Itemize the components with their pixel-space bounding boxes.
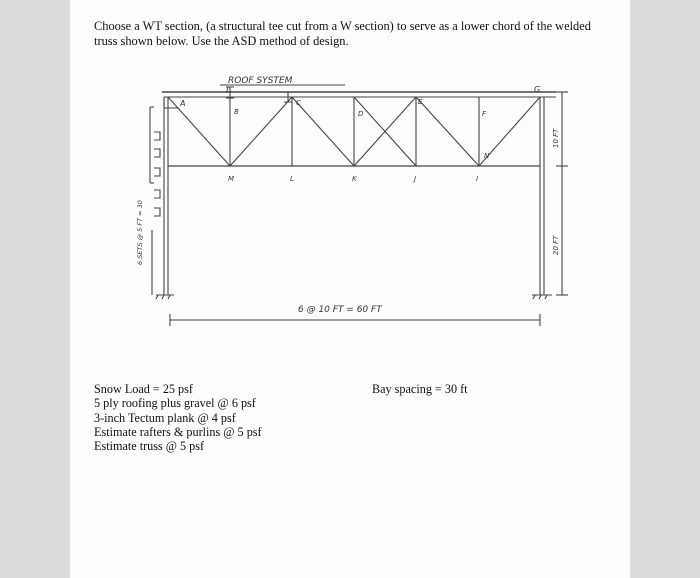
left-dimension-label: 6 SETS @ 5 FT = 30 — [136, 200, 144, 265]
problem-statement: Choose a WT section, (a structural tee cut from a W section) to serve as a lower chord of the welded truss shown below. Use the ASD method of design. — [94, 19, 591, 48]
node-label-N: N — [484, 152, 490, 160]
diagonal-C-K — [292, 97, 354, 166]
node-label-C: C — [296, 99, 301, 107]
girt-bracket — [154, 168, 160, 176]
right-dimension-bottom-label: 20 FT — [552, 235, 560, 255]
node-label-D: D — [358, 110, 364, 118]
node-label-E: E — [418, 98, 423, 106]
girt-bracket — [154, 190, 160, 198]
span-dimension-label: 6 @ 10 FT = 60 FT — [298, 305, 382, 315]
node-label-I: I — [476, 175, 479, 183]
diagonal-E-I — [416, 97, 479, 166]
truss-diagram — [70, 70, 630, 340]
node-label-K: K — [352, 175, 357, 183]
right-dimension-top-label: 10 FT — [552, 128, 560, 148]
girt-bracket — [154, 149, 160, 157]
node-label-A: A — [180, 99, 186, 108]
girt-bracket — [154, 208, 160, 216]
list-item: Estimate rafters & purlins @ 5 psf — [94, 424, 262, 439]
right-support — [532, 295, 552, 299]
diagonal-A-M — [168, 97, 230, 166]
node-label-G: G — [534, 85, 541, 94]
girt-bracket — [154, 132, 160, 140]
node-label-B: B — [234, 108, 239, 116]
node-label-J: J — [414, 175, 417, 183]
purlin-label: I — [226, 86, 229, 96]
load-list — [94, 382, 262, 453]
list-item: Snow Load = 25 psf — [94, 382, 193, 396]
node-label-M: M — [228, 175, 235, 183]
bay-spacing: Bay spacing = 30 ft — [372, 382, 468, 396]
list-item: Estimate truss @ 5 psf — [94, 439, 205, 454]
diagonal-M-C — [230, 97, 292, 166]
list-item: 5 ply roofing plus gravel @ 6 psf — [94, 396, 256, 411]
list-item: 3-inch Tectum plank @ 4 psf — [94, 410, 236, 425]
roof-system-label: ROOF SYSTEM — [228, 76, 293, 86]
left-support — [156, 295, 174, 299]
page-sheet — [70, 0, 630, 578]
node-label-L: L — [290, 175, 294, 183]
node-label-F: F — [482, 110, 487, 118]
wall-girt — [150, 107, 154, 183]
